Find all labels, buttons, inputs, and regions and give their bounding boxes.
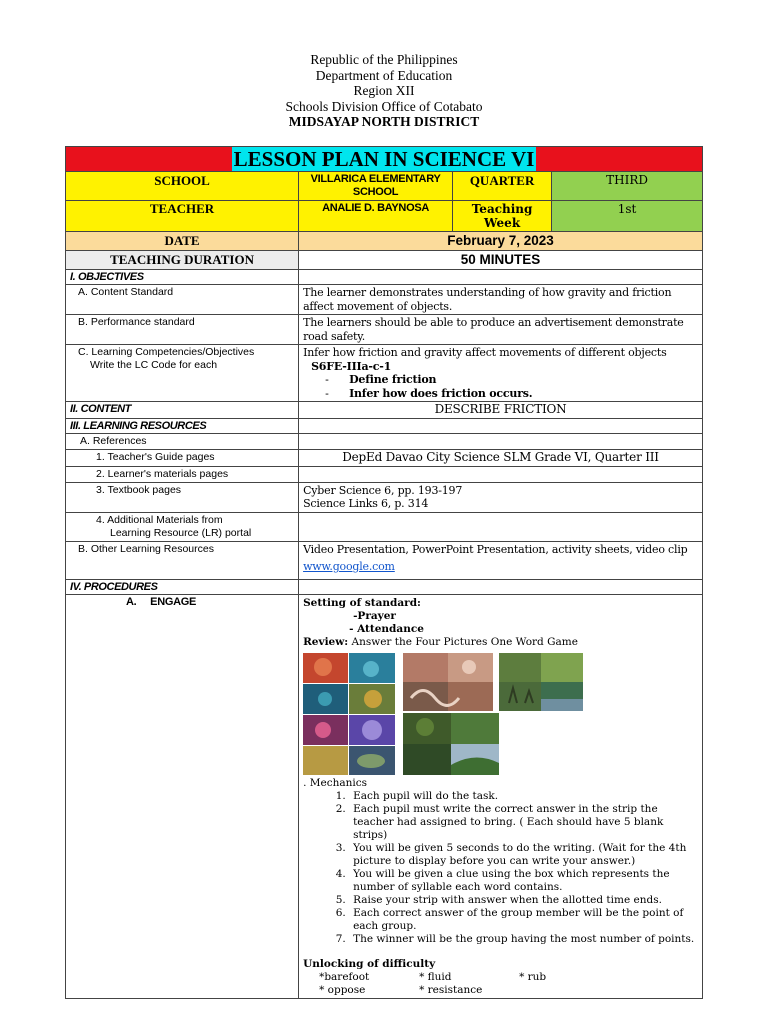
content-standard-label: A. Content Standard — [66, 285, 299, 315]
review-line — [303, 636, 698, 649]
attendance-item: - Attendance — [349, 622, 424, 635]
teacher-value: ANALIE D. BAYNOSA — [299, 201, 453, 232]
header-line-deped: Department of Education — [315, 67, 453, 83]
empty-cell — [299, 270, 703, 285]
header-line-district: MIDSAYAP NORTH DISTRICT — [288, 114, 480, 129]
lc-label-line1: C. Learning Competencies/Objectives — [78, 346, 255, 358]
setting-of-standard: Setting of standard: — [303, 596, 421, 609]
google-link[interactable]: www.google.com — [303, 560, 395, 573]
teaching-week-label: Teaching Week — [453, 201, 552, 232]
lc-text: Infer how friction and gravity affect movements of different objects — [303, 346, 667, 359]
learners-materials-label: 2. Learner's materials pages — [66, 466, 299, 482]
engage-label: A. ENGAGE — [66, 594, 299, 998]
lc-objective-list — [303, 373, 698, 400]
date-value: February 7, 2023 — [299, 232, 703, 251]
skin-snake-photo-collage — [403, 653, 493, 711]
content-standard-value: The learner demonstrates understanding of how gravity and friction affect movement of objects. — [299, 285, 703, 315]
duration-label: TEACHING DURATION — [66, 251, 299, 270]
vocab-word: * fluid — [419, 970, 452, 983]
additional-materials-line2: Learning Resource (LR) portal — [110, 526, 252, 539]
lc-label-line2: Write the LC Code for each — [90, 359, 218, 371]
textbook-line: Cyber Science 6, pp. 193-197 — [303, 483, 463, 497]
textbook-line: Science Links 6, p. 314 — [303, 497, 429, 510]
other-resources-value — [299, 541, 703, 579]
learning-competencies-value — [299, 345, 703, 402]
page-title: LESSON PLAN IN SCIENCE VI — [233, 147, 535, 171]
textbook-pages-label: 3. Textbook pages — [66, 482, 299, 512]
teachers-guide-value: DepEd Davao City Science SLM Grade VI, Quarter III — [299, 449, 703, 466]
lc-code: S6FE-IIIa-c-1 — [311, 359, 392, 373]
quarter-label: QUARTER — [453, 172, 552, 201]
coral-reef-photo-collage — [303, 653, 395, 775]
duration-value: 50 MINUTES — [299, 251, 703, 270]
empty-cell — [299, 512, 703, 541]
empty-cell — [299, 418, 703, 433]
mechanics-step: 2. Each pupil must write the correct answer in the strip the teacher had assigned to bring. ( Each should have 5 blank strips) — [349, 803, 698, 842]
additional-materials-line1: 4. Additional Materials from — [96, 513, 223, 526]
date-label: DATE — [66, 232, 299, 251]
mechanics-step: 7. The winner will be the group having the most number of points. — [349, 933, 698, 946]
title-row — [66, 147, 703, 172]
learning-competencies-label — [66, 345, 299, 402]
review-label: Review: — [303, 635, 349, 648]
mangrove-photo-collage — [499, 653, 583, 711]
vocabulary-words — [303, 971, 698, 997]
forest-photo-collage — [403, 713, 499, 775]
vocab-word: * resistance — [419, 983, 483, 996]
engage-content — [299, 594, 703, 998]
empty-cell — [299, 466, 703, 482]
additional-materials-label — [66, 512, 299, 541]
unlocking-heading: Unlocking of difficulty — [303, 957, 436, 970]
empty-cell — [299, 433, 703, 449]
review-text: Answer the Four Pictures One Word Game — [348, 635, 578, 648]
mechanics-step: 1. Each pupil will do the task. — [349, 790, 698, 803]
school-label: SCHOOL — [66, 172, 299, 201]
performance-standard-value: The learners should be able to produce an advertisement demonstrate road safety. — [299, 315, 703, 345]
content-value: DESCRIBE FRICTION — [299, 402, 703, 419]
teacher-label: TEACHER — [66, 201, 299, 232]
vocab-word: * oppose — [319, 983, 366, 996]
learning-resources-heading: III. LEARNING RESOURCES — [66, 418, 299, 433]
mechanics-step: 3. You will be given 5 seconds to do the writing. (Wait for the 4th picture to display before you can write your answer.) — [349, 842, 698, 868]
header-line-division: Schools Division Office of Cotabato — [285, 98, 483, 114]
other-resources-text: Video Presentation, PowerPoint Presentation, activity sheets, video clip — [303, 542, 688, 556]
four-pics-images — [303, 653, 698, 775]
lesson-plan-table — [65, 146, 703, 999]
content-heading: II. CONTENT — [66, 402, 299, 419]
mechanics-step: 4. You will be given a clue using the box which represents the number of syllable each word contains. — [349, 868, 698, 894]
header-line-republic: Republic of the Philippines — [310, 52, 458, 67]
objectives-heading: I. OBJECTIVES — [66, 270, 299, 285]
textbook-pages-value — [299, 482, 703, 512]
vocab-word: *barefoot — [319, 970, 370, 983]
prayer-item: -Prayer — [353, 609, 396, 622]
lc-objective-item: - Define friction — [325, 373, 698, 387]
performance-standard-label: B. Performance standard — [66, 315, 299, 345]
references-label: A. References — [66, 433, 299, 449]
vocab-word: * rub — [519, 970, 547, 983]
other-resources-label: B. Other Learning Resources — [66, 541, 299, 579]
mechanics-step: 6. Each correct answer of the group member will be the point of each group. — [349, 907, 698, 933]
mechanics-steps — [303, 790, 698, 946]
header-line-region: Region XII — [353, 83, 415, 98]
mechanics-heading: . Mechanics — [303, 776, 367, 789]
school-value: VILLARICA ELEMENTARY SCHOOL — [299, 172, 453, 201]
lc-objective-item: - Infer how does friction occurs. — [325, 387, 698, 401]
document-header — [0, 52, 768, 130]
quarter-value: THIRD — [552, 172, 703, 201]
mechanics-step: 5. Raise your strip with answer when the allotted time ends. — [349, 894, 698, 907]
procedures-heading: IV. PROCEDURES — [66, 579, 299, 594]
teaching-week-value: 1st — [552, 201, 703, 232]
empty-cell — [299, 579, 703, 594]
teachers-guide-label: 1. Teacher's Guide pages — [66, 449, 299, 466]
